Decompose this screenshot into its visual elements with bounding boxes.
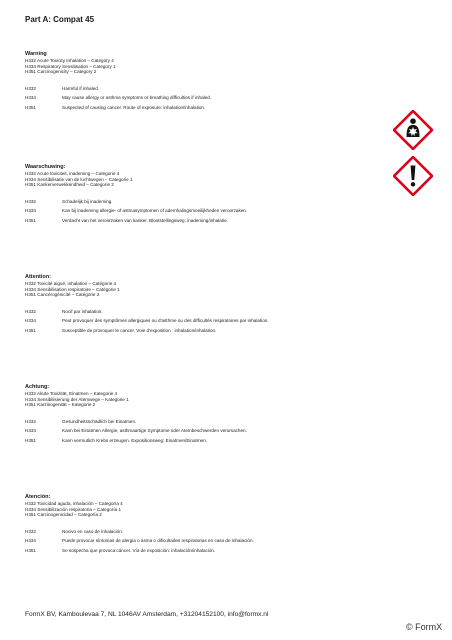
- hazard-statement: [25, 328, 425, 333]
- hazard-statements: [25, 309, 425, 334]
- classification-line: H332 Toxicité aiguë, inhalation – Catégorie 4: [25, 281, 117, 286]
- hazard-text: Harmful if inhaled.: [62, 85, 100, 91]
- hazard-text: Verdacht van het veroorzaken van kanker. Blootstellingsweg: inademing/inhalatie.: [62, 217, 228, 223]
- hazard-text: Kan bij inademing allergie- of astmasymptomen of ademhalingsmoeilijkheden veroorzaken.: [62, 208, 248, 214]
- classification-line: H351 Carcinogenicidad – Categoría 2: [25, 512, 102, 518]
- classification-line: H351 Carcinogenicity – Category 2: [25, 69, 97, 75]
- hazard-statements: [25, 199, 425, 224]
- hazard-statement: [25, 309, 425, 314]
- section-heading: Warning: [25, 51, 47, 57]
- page-title: Part A: Compat 45: [25, 15, 95, 24]
- section-atencion: [25, 494, 425, 558]
- hazard-statement: [25, 95, 425, 100]
- hazard-statement: [25, 318, 425, 323]
- hazard-statement: [25, 105, 425, 110]
- hazard-statement: [25, 419, 425, 424]
- hazard-text: Schadelijk bij inademing.: [62, 198, 113, 204]
- section-heading: Attention:: [25, 274, 51, 280]
- section-waarschuwing: [25, 164, 425, 228]
- classification-line: H351 Cancérogénicité – Catégorie 2: [25, 292, 100, 298]
- hazard-text: Puede provocar síntomas de alergia o asma o dificultades respiratorias en caso de inhalación.: [62, 538, 254, 544]
- hazard-text: Peut provoquer des symptômes allergiques ou d'asthme ou des difficultés respiratoires par inhalation.: [62, 318, 269, 324]
- hazard-code: H351: [25, 217, 36, 223]
- hazard-text: Suspected of causing cancer. Route of exposure: inhalation/inhalation.: [62, 104, 206, 110]
- classification-line: H334 Sensibilisation respiratoire – Catégorie 1: [25, 286, 120, 292]
- hazard-code: H351: [25, 547, 36, 553]
- hazard-code: H351: [25, 327, 36, 333]
- section-heading: Achtung:: [25, 384, 50, 390]
- hazard-statement: [25, 529, 425, 534]
- classification-line: H351 Kankerverwekkendheid – Categorie 2: [25, 182, 114, 188]
- section-attention: [25, 274, 425, 338]
- ghs-pictograms: [393, 110, 435, 196]
- hazard-text: Gesundheitsschädlich bei Einatmen.: [62, 418, 137, 424]
- hazard-code: H351: [25, 104, 36, 110]
- health-hazard-icon: [393, 110, 433, 150]
- hazard-text: May cause allergy or asthma symptoms or breathing difficulties if inhaled.: [62, 95, 212, 101]
- hazard-text: Kann bei Einatmen Allergie, asthmaartige Symptome oder Atembeschwerden verursachen.: [62, 428, 247, 434]
- hazard-statement: [25, 538, 425, 543]
- hazard-code: H332: [25, 418, 36, 424]
- hazard-statement: [25, 199, 425, 204]
- hazard-code: H351: [25, 437, 36, 443]
- classification-line: H351 Karzinogenität – Kategorie 2: [25, 402, 96, 408]
- classification-line: H334 Sensibilisatie van de luchtwegen – Categorie 1: [25, 176, 133, 182]
- hazard-statements: [25, 529, 425, 554]
- hazard-text: Nocif par inhalation.: [62, 308, 103, 314]
- hazard-statements: [25, 419, 425, 444]
- hazard-statement: [25, 438, 425, 443]
- hazard-text: Susceptible de provoquer le cancer. Voie d'exposition : inhalation/inhalation.: [62, 327, 217, 333]
- hazard-text: Nocivo en caso de inhalación.: [62, 528, 124, 534]
- hazard-code: H332: [25, 528, 36, 534]
- classification-line: H334 Sensibilización respiratoria – Categoría 1: [25, 506, 122, 512]
- hazard-code: H334: [25, 208, 36, 214]
- hazard-code: H334: [25, 318, 36, 324]
- hazard-code: H334: [25, 95, 36, 101]
- hazard-statement: [25, 218, 425, 223]
- hazard-text: Se sospecha que provoca cáncer. Vía de exposición: inhalación/inhalación.: [62, 547, 216, 553]
- exclamation-mark-icon: [393, 156, 433, 196]
- hazard-statement: [25, 86, 425, 91]
- hazard-code: H332: [25, 308, 36, 314]
- classification-line: H332 Akute Toxizität, Einatmen – Kategorie 4: [25, 391, 118, 396]
- hazard-statement: [25, 208, 425, 213]
- classification-line: H334 Sensibilisierung der Atemwege – Kategorie 1: [25, 396, 129, 402]
- classification-line: H332 Acute toxiciteit, inademing – Categorie 4: [25, 171, 120, 176]
- hazard-text: Kann vermutlich Krebs erzeugen. Expositionsweg: Einatmen/Einatmen.: [62, 437, 208, 443]
- footer-contact: FormX BV, Kamboulevaa 7, NL 1046AV Amsterdam, +31204152100, info@formx.nl: [25, 611, 269, 618]
- classification-line: H332 Acute Toxicity Inhalation – Category 4: [25, 58, 114, 63]
- hazard-code: H334: [25, 538, 36, 544]
- section-warning: [25, 51, 425, 115]
- hazard-code: H332: [25, 85, 36, 91]
- hazard-statement: [25, 428, 425, 433]
- section-achtung: [25, 384, 425, 448]
- section-heading: Waarschuwing:: [25, 164, 66, 170]
- hazard-code: H332: [25, 198, 36, 204]
- hazard-statements: [25, 86, 425, 111]
- classification-line: H334 Respiratory Sensitisation – Category 1: [25, 63, 116, 69]
- hazard-statement: [25, 548, 425, 553]
- section-heading: Atención:: [25, 494, 51, 500]
- hazard-code: H334: [25, 428, 36, 434]
- copyright-notice: © FormX: [406, 622, 443, 632]
- classification-line: H332 Toxicidad aguda, inhalación – Categoría 4: [25, 501, 123, 506]
